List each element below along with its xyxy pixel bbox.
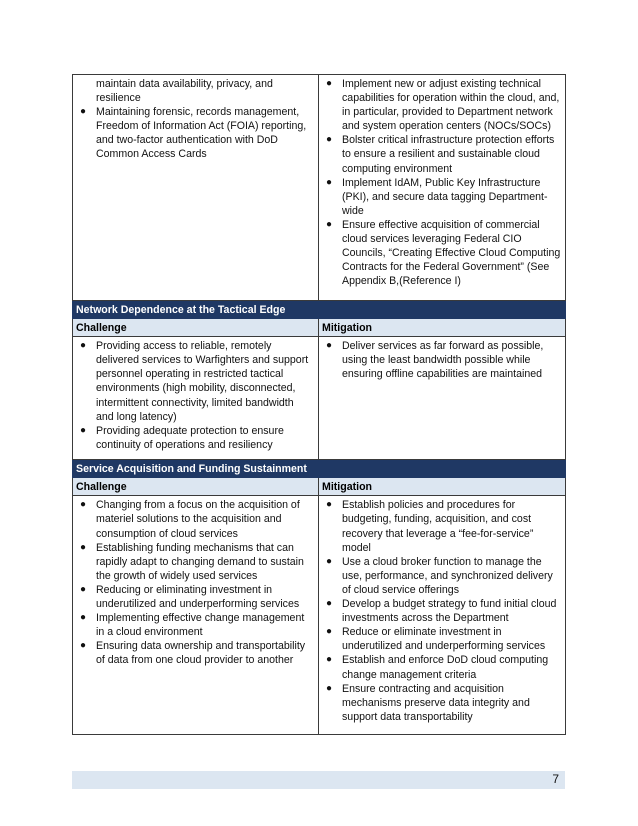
section-title: Network Dependence at the Tactical Edge: [73, 301, 566, 319]
list-item-text: Providing adequate protection to ensure continuity of operations and resiliency: [96, 424, 284, 451]
page-number: 7: [552, 772, 559, 786]
list-item: [76, 639, 314, 667]
list-item: [322, 176, 561, 218]
list-item: [76, 583, 314, 611]
bullet-icon: ●: [326, 340, 333, 352]
mitigation-cell: [319, 75, 566, 301]
bullet-icon: ●: [326, 218, 333, 230]
list-item: [76, 611, 314, 639]
column-header-row: [73, 319, 566, 337]
mitigation-header: Mitigation: [319, 478, 566, 496]
challenge-mitigation-table: [72, 74, 566, 735]
challenge-header: Challenge: [73, 319, 319, 337]
mitigation-header: Mitigation: [319, 319, 566, 337]
list-item-text: Implement new or adjust existing technical capabilities for operation within the cloud, and, in particular, provided to Department network and system operation centers (NOCs/SOCs): [342, 78, 560, 133]
table-row: [73, 337, 566, 460]
list-item-text: Ensure contracting and acquisition mechanisms preserve data integrity and support data transportability: [342, 682, 530, 723]
list-item-text: Providing access to reliable, remotely delivered services to Warfighters and support personnel operating in restricted tactical environments (high mobility, disconnected, intermittent connectivity, limited bandwidth and long latency): [96, 340, 309, 423]
challenge-cell: [73, 337, 319, 460]
list-item: [322, 133, 561, 175]
bullet-icon: ●: [80, 583, 87, 595]
bullet-icon: ●: [326, 626, 333, 638]
bullet-icon: ●: [326, 682, 333, 694]
list-item-text: Bolster critical infrastructure protection efforts to ensure a resilient and sustainable cloud computing environment: [342, 134, 555, 175]
bullet-icon: ●: [326, 654, 333, 666]
list-item: [322, 498, 561, 554]
table-row: [73, 496, 566, 735]
list-item-text: Deliver services as far forward as possible, using the least bandwidth possible while ensuring offline capabilities are maintained: [342, 340, 544, 381]
list-item: [76, 105, 314, 161]
bullet-icon: ●: [326, 598, 333, 610]
bullet-icon: ●: [80, 640, 87, 652]
list-item-text: Implement IdAM, Public Key Infrastructure (PKI), and secure data tagging Department-wide: [342, 176, 548, 217]
list-item: [322, 597, 561, 625]
list-item: [322, 218, 561, 288]
list-item: [76, 498, 314, 540]
mitigation-cell: [319, 496, 566, 735]
list-item-text: Reduce or eliminate investment in underutilized and underperforming services: [342, 626, 546, 653]
bullet-icon: ●: [80, 499, 87, 511]
list-item-text: Maintaining forensic, records management, Freedom of Information Act (FOIA) reporting, and two-factor authentication with DoD Common Access Cards: [96, 106, 307, 161]
list-item-text: Establish policies and procedures for budgeting, funding, acquisition, and cost recovery that leverage a “fee-for-service” model: [342, 499, 534, 554]
list-item-text: Changing from a focus on the acquisition of materiel solutions to the acquisition and consumption of cloud services: [96, 499, 300, 540]
list-item-text: Ensuring data ownership and transportability of data from one cloud provider to another: [96, 640, 306, 667]
section-title: Service Acquisition and Funding Sustainment: [73, 460, 566, 478]
list-item: [76, 541, 314, 583]
bullet-icon: ●: [326, 78, 333, 89]
list-item-text: Reducing or eliminating investment in underutilized and underperforming services: [96, 583, 300, 611]
table-row: [73, 75, 566, 301]
list-item-text: Establish and enforce DoD cloud computing change management criteria: [342, 654, 549, 681]
list-item-text: Use a cloud broker function to manage the use, performance, and synchronized delivery of cloud service offerings: [342, 555, 553, 596]
section-header-row: [73, 460, 566, 478]
bullet-icon: ●: [80, 541, 87, 553]
list-item-text: Establishing funding mechanisms that can rapidly adapt to changing demand to sustain the growth of widely used services: [96, 541, 304, 582]
list-item: [76, 424, 314, 452]
bullet-icon: ●: [80, 340, 87, 352]
bullet-icon: ●: [80, 106, 87, 118]
list-item: [322, 625, 561, 653]
challenge-header: Challenge: [73, 478, 319, 496]
list-item-text: Ensure effective acquisition of commercial cloud services leveraging Federal CIO Councils, “Creating Effective Cloud Computing Contracts for the Federal Government” (See Appendix B,(Reference I): [342, 218, 561, 288]
list-item: [76, 339, 314, 424]
challenge-cell: [73, 496, 319, 735]
list-item: [322, 682, 561, 724]
list-item: [322, 653, 561, 681]
bullet-icon: ●: [326, 176, 333, 188]
list-item: [322, 555, 561, 597]
list-item: [322, 77, 561, 133]
list-item-text: Develop a budget strategy to fund initial cloud investments across the Department: [342, 598, 557, 625]
challenge-cell: [73, 75, 319, 301]
list-item-text: Implementing effective change management in a cloud environment: [96, 612, 305, 639]
section-header-row: [73, 301, 566, 319]
page-footer: [72, 771, 565, 789]
list-item: [322, 339, 561, 381]
continued-text: maintain data availability, privacy, and resilience: [96, 78, 273, 105]
mitigation-cell: [319, 337, 566, 460]
bullet-icon: ●: [326, 555, 333, 567]
bullet-icon: ●: [80, 612, 87, 624]
column-header-row: [73, 478, 566, 496]
bullet-icon: ●: [80, 424, 87, 436]
bullet-icon: ●: [326, 134, 333, 146]
bullet-icon: ●: [326, 499, 333, 511]
